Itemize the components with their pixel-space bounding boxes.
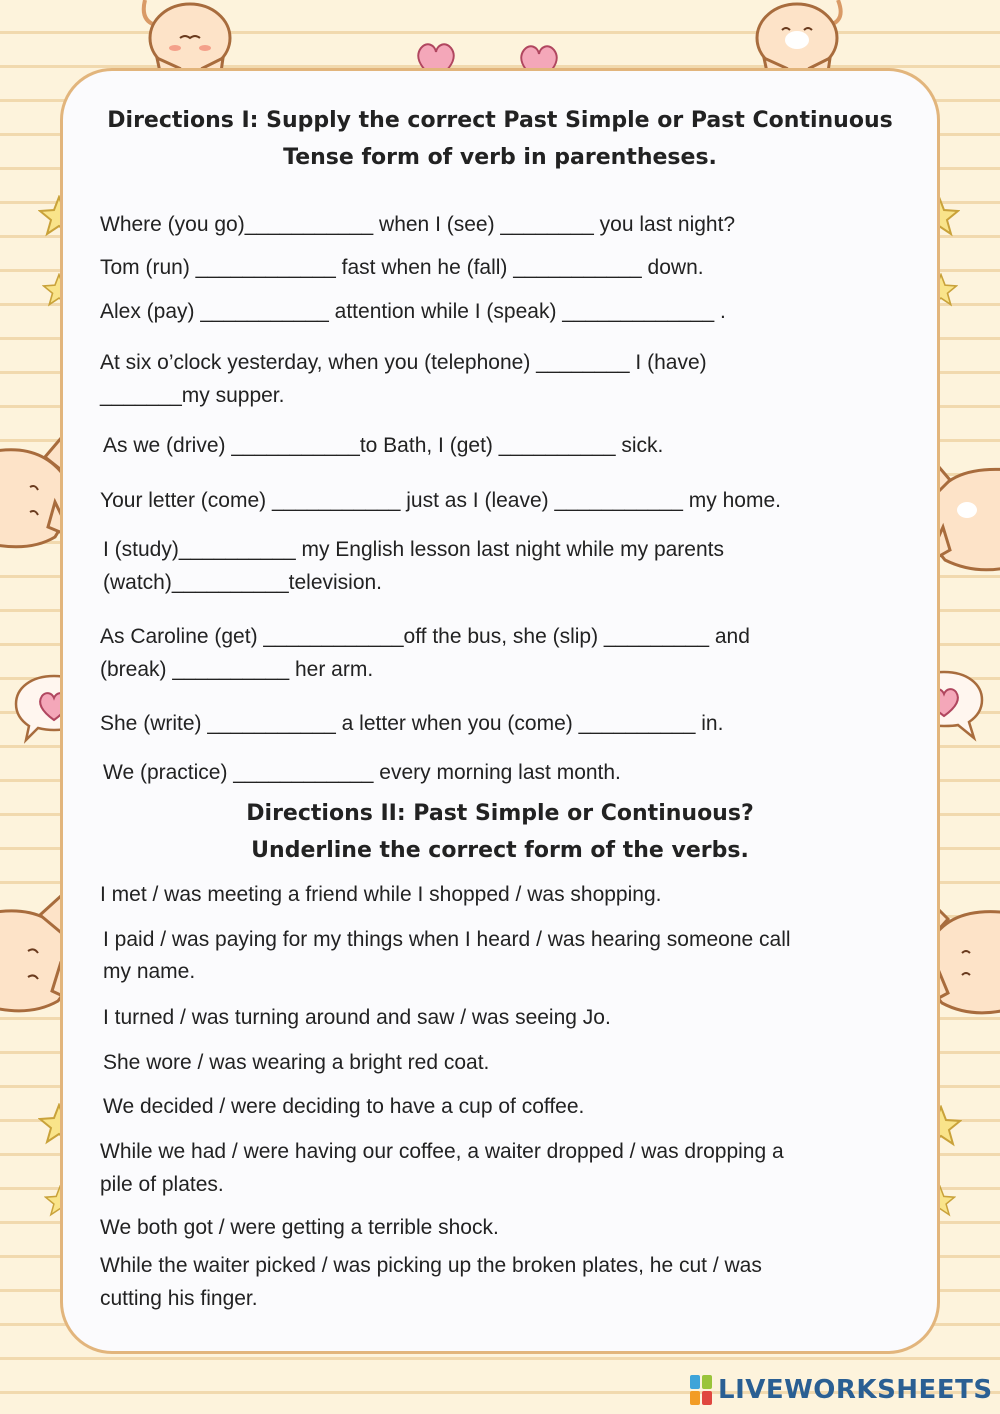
exercise-line: While the waiter picked / was picking up the broken plates, he cut / was (100, 1254, 762, 1277)
exercise-line: (break) __________ her arm. (100, 658, 374, 681)
exercise-line: She (write) ___________ a letter when you (come) __________ in. (100, 712, 724, 735)
exercise-line: I paid / was paying for my things when I heard / was hearing someone call (103, 928, 791, 951)
exercise-line: my name. (103, 960, 196, 983)
exercise-line: We (practice) ____________ every morning last month. (103, 761, 621, 784)
exercise-line: I turned / was turning around and saw / was seeing Jo. (103, 1006, 611, 1029)
exercise-line: I (study)__________ my English lesson last night while my parents (103, 538, 724, 561)
exercise-line: We decided / were deciding to have a cup of coffee. (103, 1095, 585, 1118)
exercise-line: I met / was meeting a friend while I shopped / was shopping. (100, 883, 662, 906)
exercise-line: cutting his finger. (100, 1287, 258, 1310)
exercise-line: Tom (run) ____________ fast when he (fall) ___________ down. (100, 256, 704, 279)
exercise-line: (watch)__________television. (103, 571, 383, 594)
exercise-line: As Caroline (get) ____________off the bus, she (slip) _________ and (100, 625, 750, 648)
section2-heading: Directions II: Past Simple or Continuous? (246, 801, 754, 826)
exercise-line: As we (drive) ___________to Bath, I (get) __________ sick. (103, 434, 664, 457)
exercise-line: Your letter (come) ___________ just as I (leave) ___________ my home. (100, 489, 781, 512)
liveworksheets-logo (690, 1372, 993, 1408)
exercise-line: She wore / was wearing a bright red coat. (103, 1051, 490, 1074)
exercise-line: While we had / were having our coffee, a waiter dropped / was dropping a (100, 1140, 784, 1163)
exercise-line: Alex (pay) ___________ attention while I (speak) _____________ . (100, 300, 726, 323)
exercise-line: At six o’clock yesterday, when you (telephone) ________ I (have) (100, 351, 707, 374)
section1-heading: Directions I: Supply the correct Past Simple or Past Continuous (107, 108, 893, 133)
liveworksheets-logo-text: LIVEWORKSHEETS (718, 1375, 993, 1405)
exercise-line: We both got / were getting a terrible shock. (100, 1216, 499, 1239)
liveworksheets-logo-icon (690, 1375, 712, 1405)
section1-heading: Tense form of verb in parentheses. (283, 145, 717, 170)
section2-heading: Underline the correct form of the verbs. (251, 838, 749, 863)
exercise-line: _______my supper. (100, 384, 285, 407)
exercise-line: Where (you go)___________ when I (see) ________ you last night? (100, 213, 736, 236)
exercise-line: pile of plates. (100, 1173, 224, 1196)
